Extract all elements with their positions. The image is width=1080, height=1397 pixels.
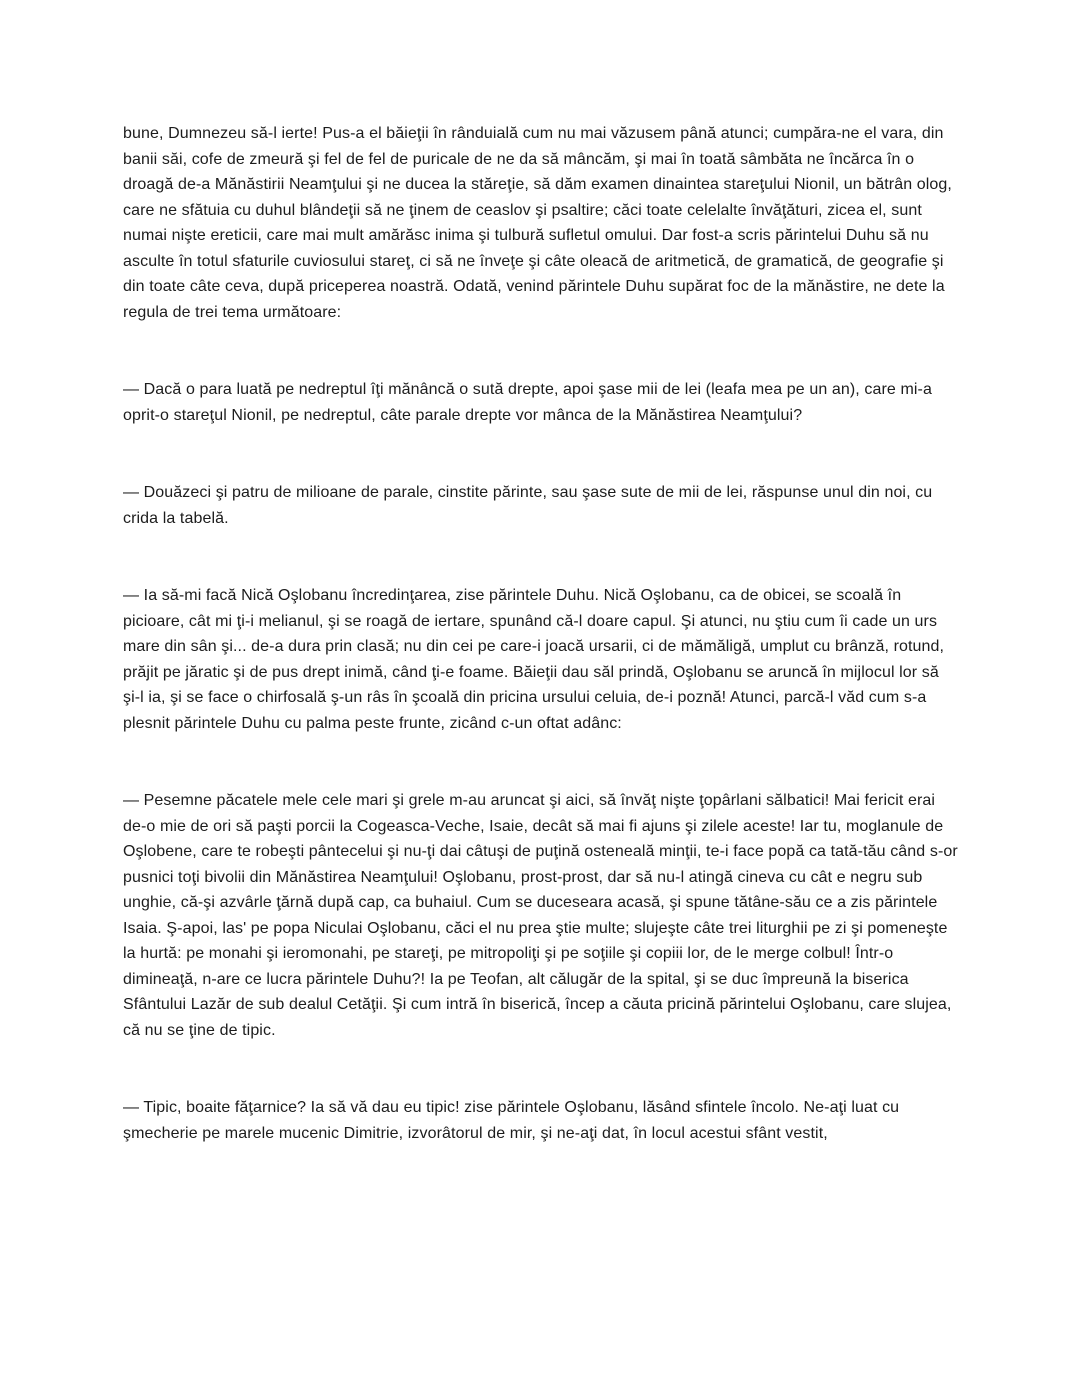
paragraph-dialogue-oslobanu-scene: — Ia să-mi facă Nică Oşlobanu încredinţarea, zise părintele Duhu. Nică Oşlobanu, ca de obicei, se scoală în picioare, cât mi ţi-i melianul, şi se roagă de iertare, spunând că-l doare capul. Şi atunci, nu ştiu cum îi cade un urs mare din sân şi... de-a dura prin clasă; nu din cei pe care-i joacă ursarii, ci de mămăligă, umplut cu brânză, rotund, prăjit pe jăratic şi de pus drept inimă, când ţi-e foame. Băieţii dau săl prindă, Oşlobanu se aruncă în mijlocul lor să şi-l ia, şi se face o chirfosală ş-un râs în şcoală din pricina ursului celuia, de-i poznă! Atunci, parcă-l văd cum s-a plesnit părintele Duhu cu palma peste frunte, zicând c-un oftat adânc: bbox=[123, 587, 945, 732]
paragraph-dialogue-duhu-lament: — Pesemne păcatele mele cele mari şi grele m-au aruncat şi aici, să învăţ nişte ţopârlani sălbatici! Mai fericit erai de-o mie de ori să paşti porcii la Cogeasca-Veche, Isaie, decât să mai fi ajuns şi zilele aceste! Iar tu, moglanule de Oşlobene, care te robeşti pântecelui şi nu-ţi dai câtuşi de puţină osteneală minţii, te-i face popă ca tată-tău când s-or pusnici toţi bivolii din Mănăstirea Neamţului! Oşlobanu, prost-prost, dar să nu-l atingă cineva cu cât e negru sub unghie, că-şi azvârle ţărnă după cap, ca buhaiul. Cum se duceseara acasă, şi spune tătâne-său ce a zis părintele Isaia. Ş-apoi, las' pe popa Niculai Oşlobanu, căci el nu prea ştie multe; slujeşte câte trei liturghii pe zi şi pomeneşte la hurtă: pe monahi şi ieromonahi, pe stareţi, pe mitropoliţi şi pe soţiile şi copiii lor, de le merge colbul! Într-o dimineaţă, n-are ce lucra părintele Duhu?! Ia pe Teofan, alt călugăr de la spital, şi se duc împreună la biserica Sfântului Lazăr de sub dealul Cetăţii. Şi cum intră în biserică, încep a căuta pricină părintelui Oşlobanu, care slujea, că nu se ţine de tipic. bbox=[123, 792, 958, 1039]
paragraph-dialogue-oslobanu-tipic: — Tipic, boaite făţarnice? Ia să vă dau eu tipic! zise părintele Oşlobanu, lăsând sfintele încolo. Ne-aţi luat cu şmecherie pe marele mucenic Dimitrie, izvorâtorul de mir, şi ne-aţi dat, în locul acestui sfânt vestit, bbox=[123, 1099, 900, 1142]
paragraph-dialogue-pupil-answer: — Douăzeci şi patru de milioane de parale, cinstite părinte, sau şase sute de mii de lei, răspunse unul din noi, cu crida la tabelă. bbox=[123, 484, 933, 527]
paragraph-dialogue-duhu-question: — Dacă o para luată pe nedreptul îţi mănâncă o sută drepte, apoi şase mii de lei (leafa mea pe un an), care mi-a oprit-o stareţul Nionil, pe nedreptul, câte parale drepte vor mânca de la Mănăstirea Neamţului? bbox=[123, 381, 932, 424]
paragraph-narration-1: bune, Dumnezeu să-l ierte! Pus-a el băieţii în rânduială cum nu mai văzusem până atunci; cumpăra-ne el vara, din banii săi, cofe de zmeură şi fel de fel de puricale de ne da să mâncăm, şi mai în toată sâmbăta ne încărca în o droagă de-a Mănăstirii Neamţului şi ne ducea la stăreţie, să dăm examen dinaintea stareţului Nionil, un bătrân olog, care ne sfătuia cu duhul blândeţii să ne ţinem de ceaslov şi psaltire; căci toate celelalte învăţături, zicea el, sunt numai nişte ereticii, care mai mult amărăsc inima şi tulbură sufletul omului. Dar fost-a scris părintelui Duhu să nu asculte în totul sfaturile cuviosului stareţ, ci să ne înveţe şi câte oleacă de aritmetică, de gramatică, de geografie şi din toate câte ceva, după priceperea noastră. Odată, venind părintele Duhu supărat foc de la mănăstire, ne dete la regula de trei tema următoare: bbox=[123, 125, 952, 321]
document-body bbox=[123, 121, 960, 1146]
